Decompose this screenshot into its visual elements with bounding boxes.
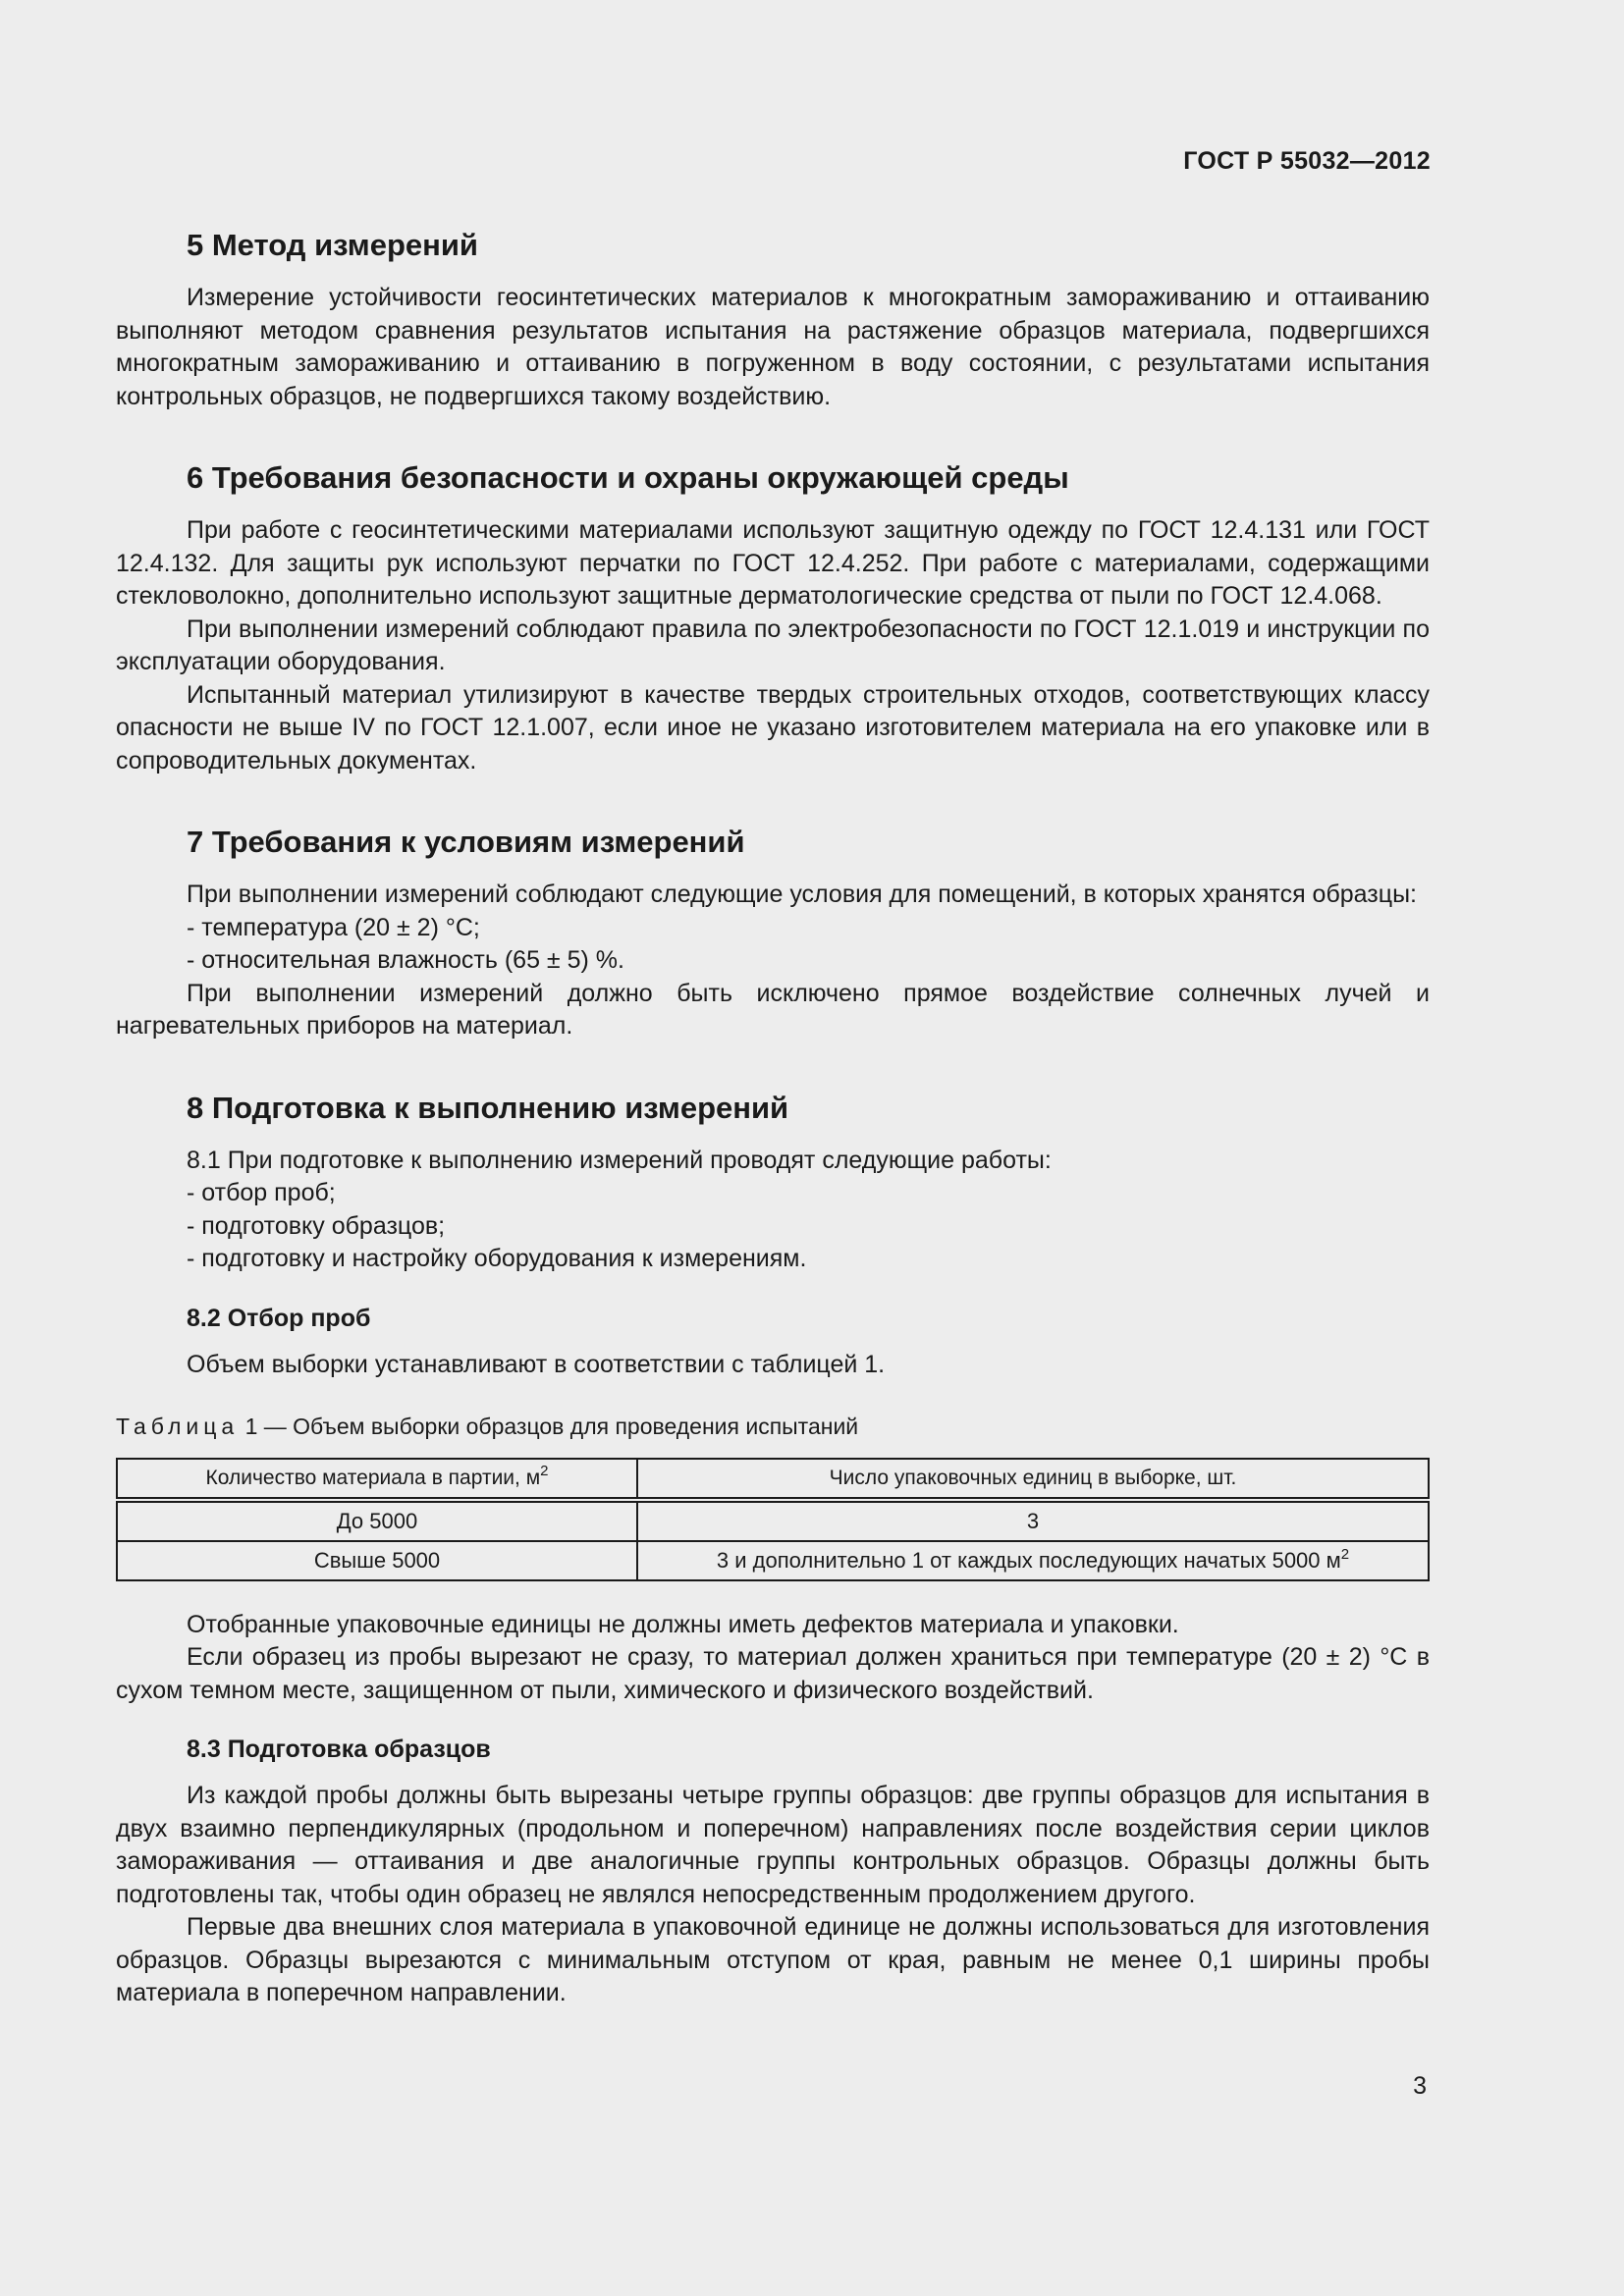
section-7-paragraph-1: При выполнении измерений соблюдают следующие условия для помещений, в которых хранятся образцы:: [187, 881, 1418, 908]
section-8-bullet-3: - подготовку и настройку оборудования к измерениям.: [187, 1245, 807, 1272]
section-5-heading: 5 Метод измерений: [187, 228, 478, 262]
subsection-8-2-paragraph-2: Отобранные упаковочные единицы не должны иметь дефектов материала и упаковки.: [187, 1610, 1179, 1638]
section-7-bullet-1: - температура (20 ± 2) °С;: [187, 913, 480, 941]
section-7-paragraph-2: При выполнении измерений должно быть исключено прямое воздействие солнечных лучей и нагревательных приборов на материал.: [116, 979, 1430, 1040]
table-caption: [116, 1411, 1430, 1444]
section-6-heading: 6 Требования безопасности и охраны окружающей среды: [187, 460, 1069, 495]
section-6-paragraph-2: При выполнении измерений соблюдают правила по электробезопасности по ГОСТ 12.1.019 и инструкции по эксплуатации оборудования.: [116, 614, 1430, 675]
sample-size-table: [116, 1458, 1430, 1581]
section-8-heading: 8 Подготовка к выполнению измерений: [187, 1090, 789, 1125]
subsection-8-3-heading: 8.3 Подготовка образцов: [187, 1735, 491, 1763]
section-6-paragraph-1: При работе с геосинтетическими материалами используют защитную одежду по ГОСТ 12.4.131 или ГОСТ 12.4.132. Для защиты рук используют перчатки по ГОСТ 12.4.252. При работе с материалами, содержащими стекловолокно, дополнительно используют защитные дерматологические средства от пыли по ГОСТ 12.4.068.: [116, 516, 1430, 610]
subsection-8-3-paragraph-2: Первые два внешних слоя материала в упаковочной единице не должны использоваться для изготовления образцов. Образцы вырезаются с минимальным отступом от края, равным не менее 0,1 ширины пробы материала в поперечном направлении.: [116, 1913, 1430, 2006]
subsection-8-2-heading: 8.2 Отбор проб: [187, 1304, 371, 1332]
table-cell-quantity: Свыше 5000: [117, 1541, 637, 1580]
table-caption-prefix: Таблица: [116, 1414, 240, 1439]
section-7-heading: 7 Требования к условиям измерений: [187, 825, 745, 859]
table-cell-units: 3 и дополнительно 1 от каждых последующих начатых 5000 $м^2$: [637, 1541, 1429, 1580]
table-row: [117, 1500, 1429, 1541]
subsection-8-2-paragraph-1: Объем выборки устанавливают в соответствии с таблицей 1.: [187, 1350, 886, 1378]
table-header-units: Число упаковочных единиц в выборке, шт.: [637, 1459, 1429, 1500]
table-cell-units: 3: [637, 1500, 1429, 1541]
section-7-bullet-2: - относительная влажность (65 ± 5) %.: [187, 946, 624, 974]
subsection-8-2-paragraph-3: Если образец из пробы вырезают не сразу, то материал должен храниться при температуре (20 ± 2) °С в сухом темном месте, защищенном от пыли, химического и физического воздействий.: [116, 1643, 1430, 1704]
table-row: [117, 1541, 1429, 1580]
subsection-8-3-paragraph-1: Из каждой пробы должны быть вырезаны четыре группы образцов: две группы образцов для испытания в двух взаимно перпендикулярных (продольном и поперечном) направлениях после воздействия серии циклов замораживания — оттаивания и две аналогичные группы контрольных образцов. Образцы должны быть подготовлены так, чтобы один образец не являлся непосредственным продолжением другого.: [116, 1782, 1430, 1908]
table-header-row: [117, 1459, 1429, 1500]
section-8-bullet-1: - отбор проб;: [187, 1179, 336, 1206]
table-caption-text: 1 — Объем выборки образцов для проведения испытаний: [239, 1414, 859, 1439]
section-6-paragraph-3: Испытанный материал утилизируют в качестве твердых строительных отходов, соответствующих классу опасности не выше IV по ГОСТ 12.1.007, если иное не указано изготовителем материала на его упаковке или в сопроводительных документах.: [116, 680, 1430, 774]
section-8-bullet-2: - подготовку образцов;: [187, 1211, 446, 1240]
page-number: 3: [1413, 2072, 1427, 2100]
section-8-paragraph-1: 8.1 При подготовке к выполнению измерений проводят следующие работы:: [187, 1146, 1052, 1174]
section-5-paragraph: Измерение устойчивости геосинтетических материалов к многократным замораживанию и оттаиванию выполняют методом сравнения результатов испытания на растяжение образцов материала, подвергшихся многократным замораживанию и оттаиванию в погруженном в воду состоянии, с результатами испытания контрольных образцов, не подвергшихся такому воздействию.: [116, 284, 1430, 410]
table-header-quantity: Количество материала в партии, $м^2$: [117, 1459, 637, 1500]
document-code: ГОСТ Р 55032—2012: [1183, 147, 1431, 175]
page-content: [116, 218, 1430, 2010]
table-cell-quantity: До 5000: [117, 1500, 637, 1541]
